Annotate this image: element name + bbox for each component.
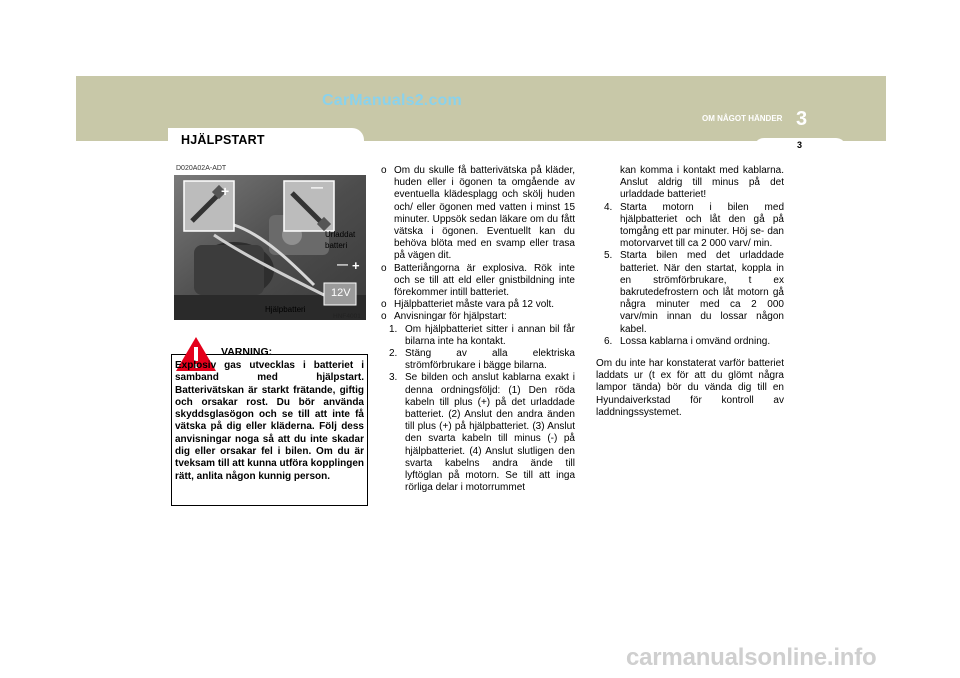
warning-text: Explosiv gas utvecklas i batteriet i samband med hjälpstart. Batterivätskan är starkt frätande, giftig och orsakar rost. Du bör använda skyddsglasögon och se till att inte få vätska på dig eller kläderna. Följ dess anvisningar noga så att du inte skadar dig eller orsakar fel i bilen. Om du är tveksam till att kunna utföra kopplingen rätt, anlita någon kunnig person. (175, 360, 364, 482)
watermark-top[interactable]: CarManuals2.com (322, 92, 462, 109)
section-title: HJÄLPSTART (181, 133, 265, 147)
page-number: 3 (797, 140, 803, 150)
bullet-item: o Hjälpbatteriet måste vara på 12 volt. (381, 299, 555, 311)
step-item: 1. Om hjälpbatteriet sitter i annan bil får bilarna inte ha kontakt. (389, 323, 575, 347)
bullet-item: o Om du skulle få batterivätska på kläder, huden eller i ögonen ta omgående av eventuella klädesplagg och skölj huden och/ eller ögonen med vatten i minst 15 minuter. Uppsök sedan läkare om du fått vätska i ögonen. Eventuellt kan du behöva blöta med en svamp eller trasa på vägen dit. (381, 165, 575, 262)
image-code: HNF4001 (333, 313, 361, 320)
watermark-bottom[interactable]: carmanualsonline.info (626, 644, 877, 671)
step-item: 3. Se bilden och anslut kablarna exakt i denna ordningsföljd: (1) Den röda kabeln till plus (+) på det urladdade batteriet. (2) Anslut den andra änden till plus (+) på hjälpbatteriet. (3) Anslut den svarta kabeln till minus (-) på hjälpbatteriet. (4) Anslut slutligen den svarta kabelns andra ände till lyftöglan på motorn. Se till att inga rörliga delar i motorrummet (389, 372, 575, 494)
voltage-label: 12V (331, 287, 351, 299)
closing-paragraph: Om du inte har konstaterat varför batteriet laddats ur (t ex för att du glömt några lampor tända) bör du vända dig till en Hyundaiverkstad för kontroll av laddningssystemet. (596, 358, 784, 418)
step-item: 2. Stäng av alla elektriska strömförbrukare i bägge bilarna. (389, 348, 575, 372)
step-item: 4. Starta motorn i bilen med hjälpbatteriet och låt den gå på tomgång ett par minuter. Höj se- dan motorvarvet till ca 2 000 varv/ min. (604, 201, 784, 250)
chapter-label: OM NÅGOT HÄNDER (702, 114, 783, 123)
middle-column (381, 165, 575, 494)
minus-sign-right: — (311, 180, 323, 194)
label-dead-battery: Urladdat batteri (325, 230, 356, 250)
figure-code: D020A02A-ADT (176, 165, 227, 172)
step-item: 5. Starta bilen med det urladdade batteriet. När den startat, koppla in en strömförbrukare, t ex bakrutedefrostern och låt motorn gå några minuter med ca 2 000 varv/min innan du lossar någon kabel. (604, 250, 784, 335)
step-continuation: kan komma i kontakt med kablarna. Anslut aldrig till minus på det urladdade batteriet! (620, 165, 784, 201)
chapter-number: 3 (796, 108, 808, 130)
warning-title: VARNING: (221, 346, 273, 358)
bullet-item: o Anvisningar för hjälpstart: (381, 311, 507, 323)
label-booster-battery: Hjälpbatteri (265, 305, 306, 314)
bullet-item: o Batteriångorna är explosiva. Rök inte och se till att eld eller gnistbildning inte förekommer intill batteriet. (381, 262, 575, 299)
plus-sign-left: + (221, 183, 230, 199)
plus-sign-battery: + (352, 258, 360, 273)
minus-sign-battery: — (337, 259, 348, 271)
step-item: 6. Lossa kablarna i omvänd ordning. (604, 335, 771, 347)
right-column (596, 165, 784, 419)
